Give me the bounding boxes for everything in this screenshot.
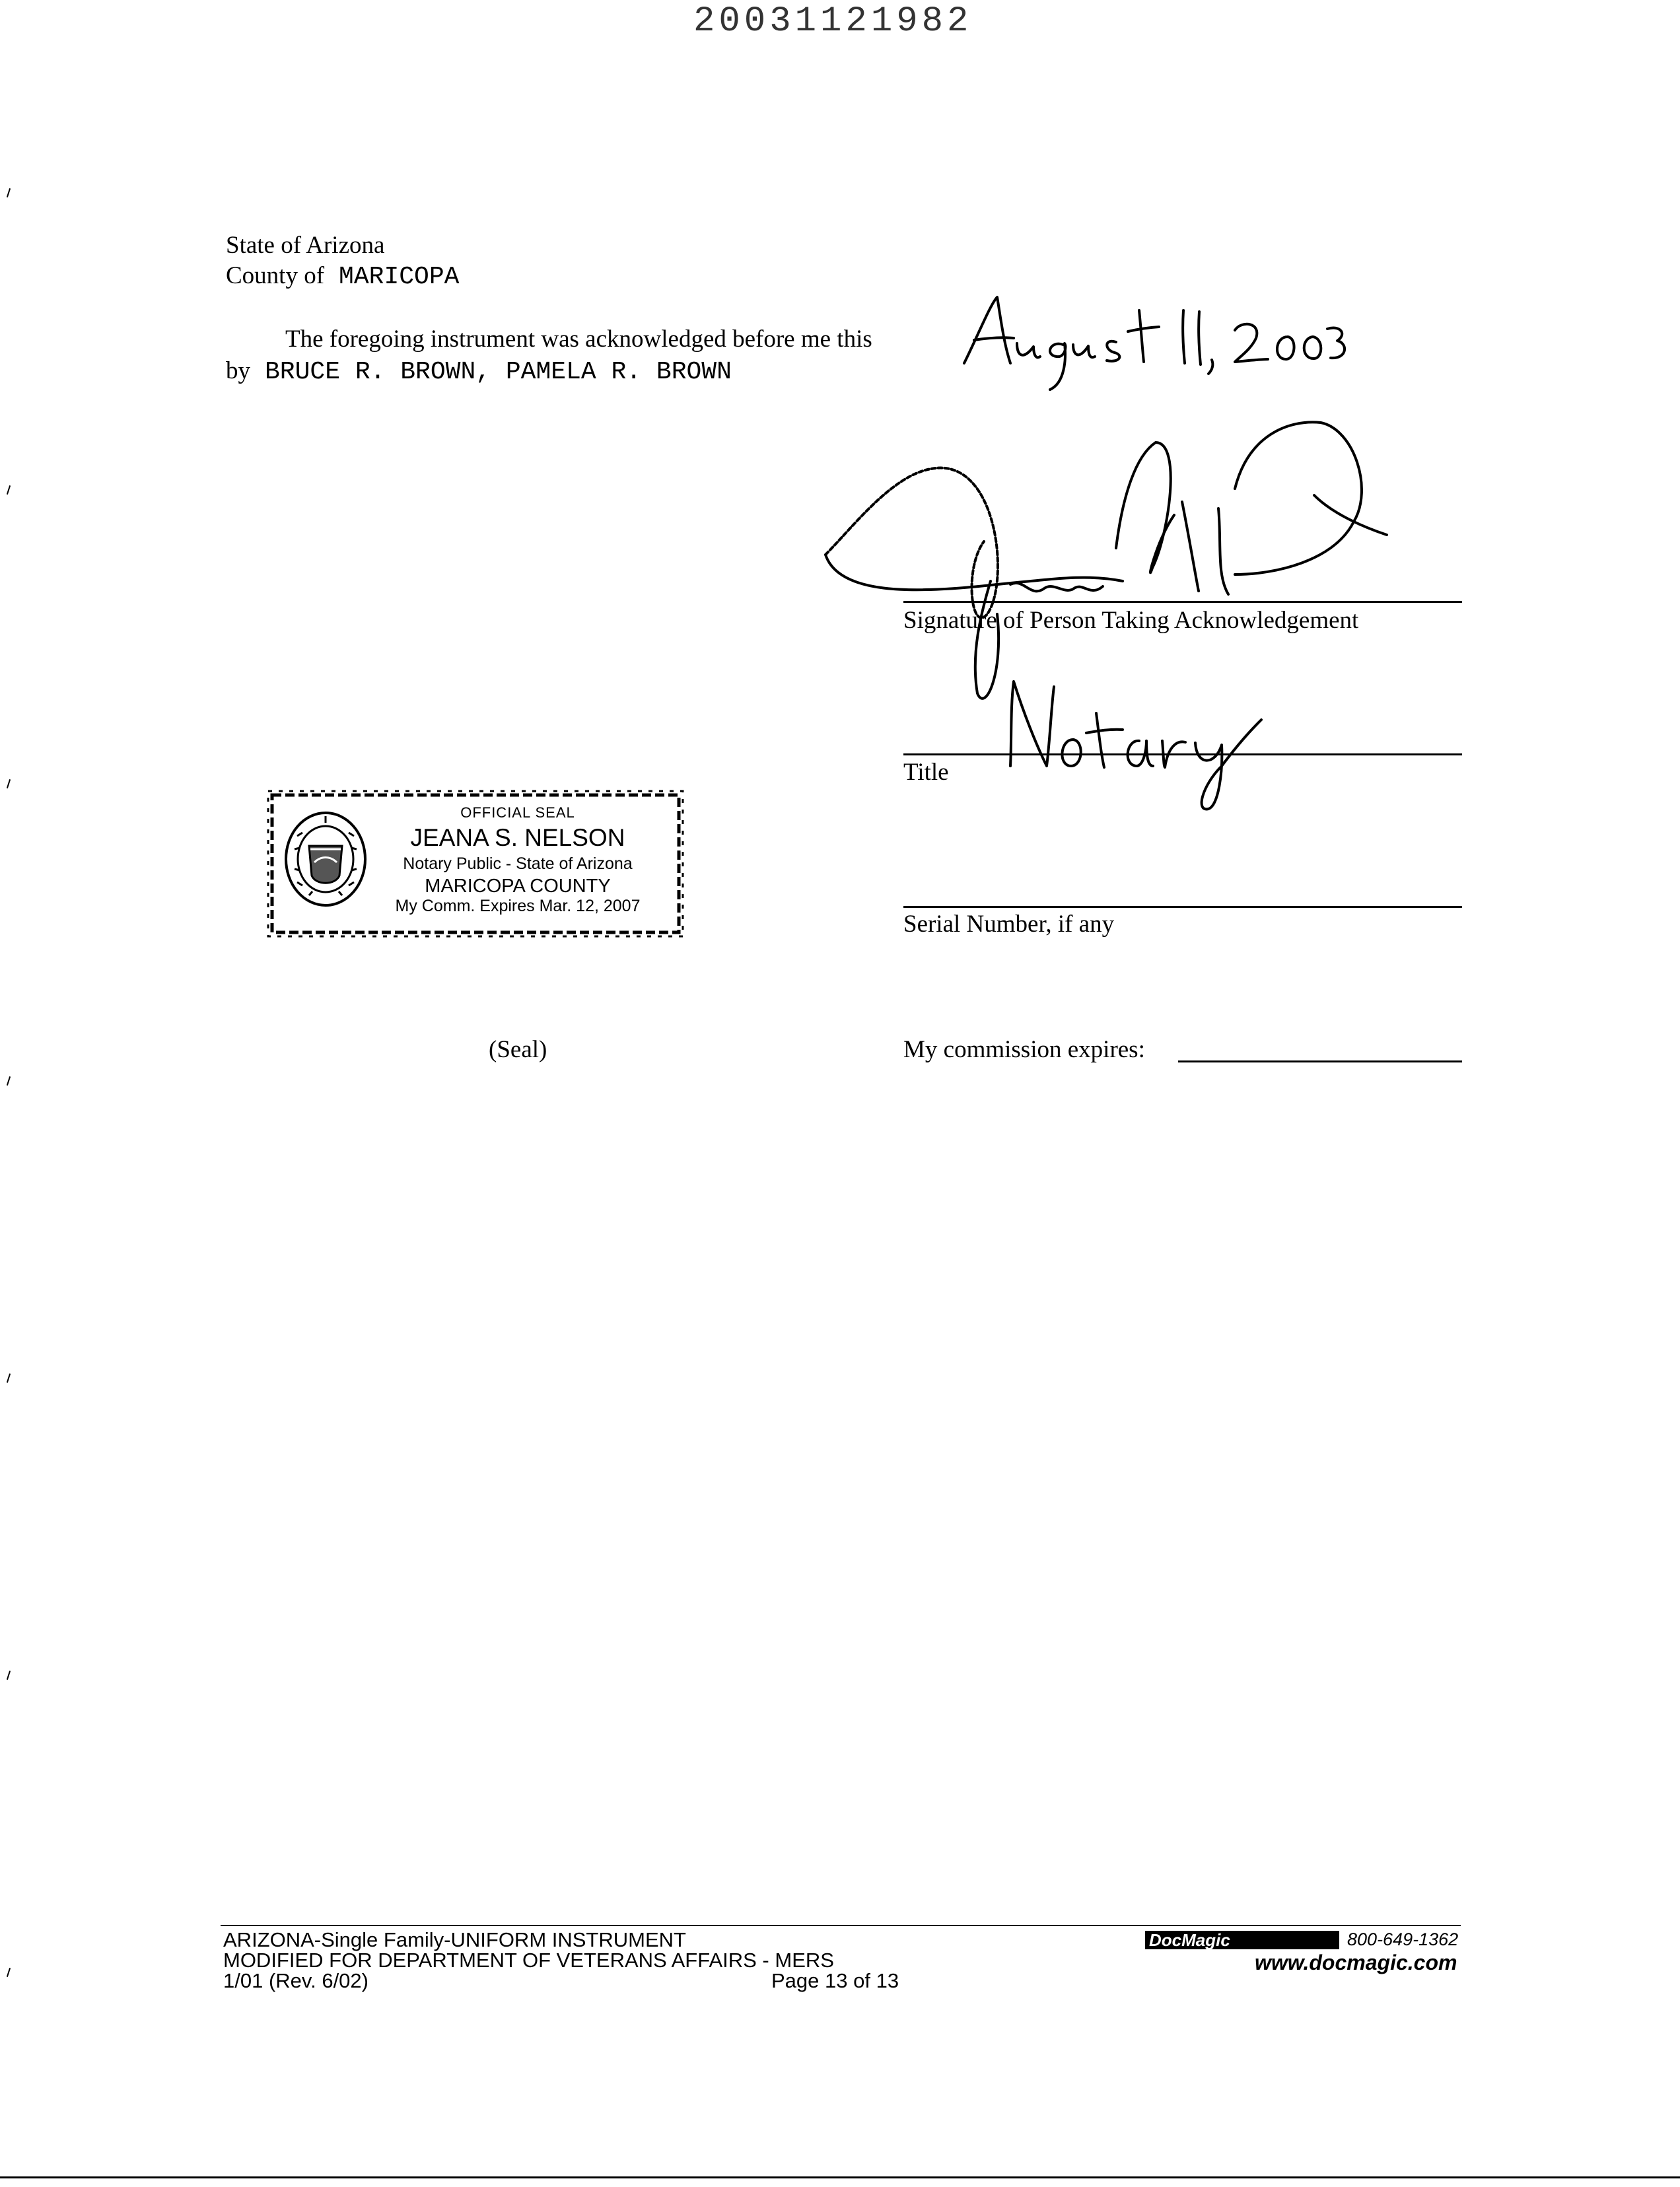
by-label: by <box>226 357 250 384</box>
docmagic-logo: DocMagic <box>1145 1931 1339 1949</box>
title-caption: Title <box>903 759 949 786</box>
expires-line <box>1178 1060 1462 1062</box>
expires-caption: My commission expires: <box>903 1036 1145 1063</box>
seal-notary-title: Notary Public - State of Arizona <box>403 854 633 873</box>
state-seal-emblem-icon <box>283 810 368 909</box>
serial-line <box>903 906 1462 908</box>
footer-revision: 1/01 (Rev. 6/02) <box>223 1969 368 1992</box>
margin-mark <box>7 1968 11 1977</box>
seal-notary-name: JEANA S. NELSON <box>410 824 625 851</box>
seal-expiration: My Comm. Expires Mar. 12, 2007 <box>395 897 641 915</box>
footer-rule <box>221 1925 1461 1926</box>
footer-form-name: ARIZONA-Single Family-UNIFORM INSTRUMENT <box>223 1928 686 1951</box>
county-label: County of <box>226 262 325 289</box>
serial-caption: Serial Number, if any <box>903 911 1115 938</box>
margin-mark <box>7 1373 11 1383</box>
footer-phone: 800-649-1362 <box>1347 1929 1459 1949</box>
county-line <box>226 261 459 291</box>
seal-county: MARICOPA COUNTY <box>425 876 611 897</box>
signers-line <box>226 357 732 386</box>
notary-seal-stamp <box>267 786 684 944</box>
margin-mark <box>7 485 11 495</box>
page-bottom-rule <box>0 2176 1680 2178</box>
handwritten-title <box>991 667 1281 819</box>
state-label: State of Arizona <box>226 232 385 259</box>
signers-names: BRUCE R. BROWN, PAMELA R. BROWN <box>265 358 732 386</box>
county-value: MARICOPA <box>339 263 460 291</box>
signature-caption: Signature of Person Taking Acknowledgement <box>903 607 1359 634</box>
acknowledgment-text: The foregoing instrument was acknowledged before me this <box>285 326 872 353</box>
seal-caption: (Seal) <box>489 1036 547 1063</box>
footer-page-number: Page 13 of 13 <box>771 1969 899 1992</box>
recording-number: 20031121982 <box>693 1 973 42</box>
margin-mark <box>7 1671 11 1680</box>
margin-mark <box>7 188 11 197</box>
margin-mark <box>7 779 11 788</box>
handwritten-date <box>951 291 1347 409</box>
seal-heading: OFFICIAL SEAL <box>460 804 575 821</box>
footer-website: www.docmagic.com <box>1255 1951 1457 1974</box>
footer-modification: MODIFIED FOR DEPARTMENT OF VETERANS AFFAIRS - MERS <box>223 1949 834 1972</box>
margin-mark <box>7 1076 11 1086</box>
